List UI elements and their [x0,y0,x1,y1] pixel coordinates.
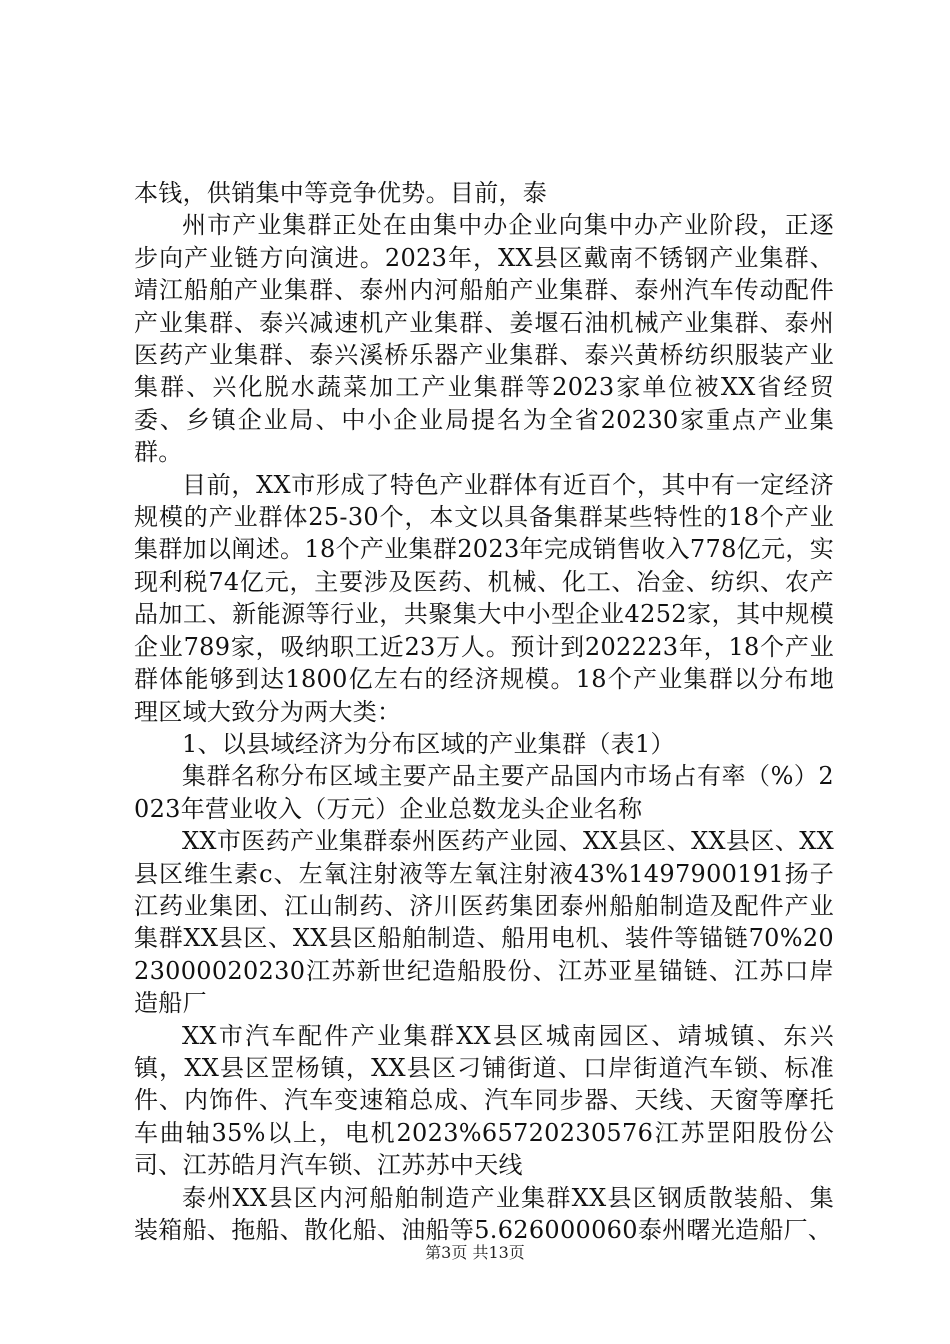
paragraph-7: XX市汽车配件产业集群XX县区城南园区、靖城镇、东兴镇，XX县区罡杨镇，XX县区刁铺街道、口岸街道汽车锁、标准件、内饰件、汽车变速箱总成、汽车同步器、天线、天窗等摩托车曲轴35%以上，电机2023%65720230576江苏罡阳股份公司、江苏皓月汽车锁、江苏苏中天线 [134,1021,834,1180]
paragraph-3: 目前，XX市形成了特色产业群体有近百个，其中有一定经济规模的产业群体25-30个，本文以具备集群某些特性的18个产业集群加以阐述。18个产业集群2023年完成销售收入778亿元，实现利税74亿元，主要涉及医药、机械、化工、冶金、纺织、农产品加工、新能源等行业，共聚集大中小型企业4252家，其中规模企业789家，吸纳职工近23万人。预计到202223年，18个产业群体能够到达1800亿左右的经济规模。18个产业集群以分布地理区域大致分为两大类： [134,470,834,726]
paragraph-4: 1、以县域经济为分布区域的产业集群（表1） [182,729,675,758]
paragraph-5: 集群名称分布区域主要产品主要产品国内市场占有率（%）2023年营业收入（万元）企业总数龙头企业名称 [134,762,834,823]
paragraph-2: 州市产业集群正处在由集中办企业向集中办产业阶段，正逐步向产业链方向演进。2023年，XX县区戴南不锈钢产业集群、靖江船舶产业集群、泰州内河船舶产业集群、泰州汽车传动配件产业集群、泰兴减速机产业集群、姜堰石油机械产业集群、泰州医药产业集群、泰兴溪桥乐器产业集群、泰兴黄桥纺织服装产业集群、兴化脱水蔬菜加工产业集群等2023家单位被XX省经贸委、乡镇企业局、中小企业局提名为全省20230家重点产业集群。 [134,211,834,467]
page-footer: 第3页 共13页 [425,1243,525,1262]
paragraph-1: 本钱，供销集中等竞争优势。目前，泰 [134,179,548,207]
paragraph-8: 泰州XX县区内河船舶制造产业集群XX县区钢质散装船、集装箱船、拖船、散化船、油船等5.626000060泰州曙光造船厂、 [134,1183,834,1244]
document-body [134,177,834,1246]
paragraph-6: XX市医药产业集群泰州医药产业园、XX县区、XX县区、XX县区维生素c、左氧注射液等左氧注射液43%1497900191扬子江药业集团、江山制药、济川医药集团泰州船舶制造及配件产业集群XX县区、XX县区船舶制造、船用电机、装件等锚链70%2023000020230江苏新世纪造船股份、江苏亚星锚链、江苏口岸造船厂 [134,827,834,1018]
